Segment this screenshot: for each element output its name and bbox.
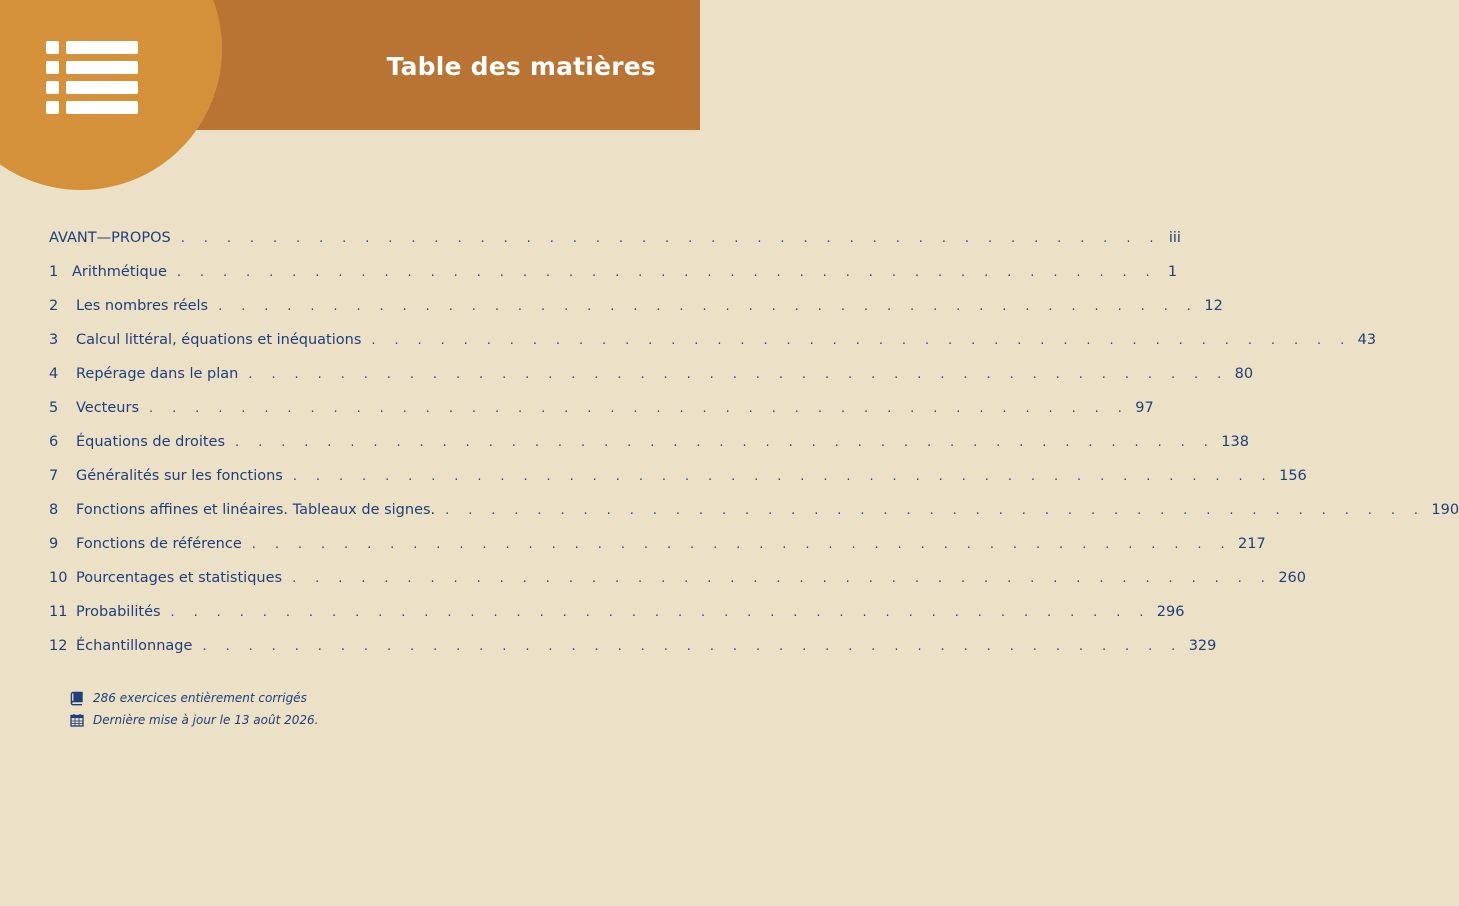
toc-entry-title: Généralités sur les fonctions — [76, 468, 283, 484]
toc-leader-dots: . . . . . . . . . . . . . . . . . . . . . . . . . . . . . . . . . . . . . . . . . . . — [445, 503, 1426, 518]
toc-leader-dots: . . . . . . . . . . . . . . . . . . . . . . . . . . . . . . . . . . . . . . . . . . . — [292, 571, 1273, 586]
toc-entry-title: Arithmétique — [72, 264, 167, 280]
update-note-text: Dernière mise à jour le 13 août 2026. — [93, 713, 319, 727]
toc-entry-page: 80 — [1234, 366, 1254, 382]
toc-entry-avant-propos[interactable] — [49, 230, 1181, 264]
toc-leader-dots: . . . . . . . . . . . . . . . . . . . . . . . . . . . . . . . . . . . . . . . . . . . — [218, 299, 1199, 314]
toc-leader-dots: . . . . . . . . . . . . . . . . . . . . . . . . . . . . . . . . . . . . . . . . . . . — [180, 231, 1161, 246]
toc-entry-2[interactable] — [49, 298, 1223, 332]
toc-entry-number: 11 — [49, 604, 68, 620]
toc-entry-page: 217 — [1238, 536, 1266, 552]
toc-entry-12[interactable] — [49, 638, 1217, 672]
toc-entry-6[interactable] — [49, 434, 1249, 468]
toc-entry-page: 296 — [1156, 604, 1185, 620]
toc-entry-4[interactable] — [49, 366, 1254, 400]
toc-entry-title: Pourcentages et statistiques — [76, 570, 283, 586]
toc-entry-number: 10 — [49, 570, 68, 586]
exercises-note-text: 286 exercices entièrement corrigés — [93, 691, 307, 705]
toc-entry-page: 12 — [1204, 298, 1223, 314]
toc-entry-number: 12 — [49, 638, 68, 654]
toc-entry-11[interactable] — [49, 604, 1185, 638]
toc-entry-number: 5 — [49, 400, 59, 416]
toc-entry-title: Équations de droites — [76, 434, 226, 450]
toc-entry-9[interactable] — [49, 536, 1266, 570]
toc-entry-page: 138 — [1221, 434, 1249, 450]
page-title: Table des matières — [386, 52, 656, 81]
calendar-icon — [70, 713, 84, 727]
toc-entry-title: AVANT—PROPOS — [49, 230, 171, 246]
toc-leader-dots: . . . . . . . . . . . . . . . . . . . . . . . . . . . . . . . . . . . . . . . . . . . — [371, 333, 1352, 348]
toc-entry-number: 4 — [49, 366, 59, 382]
toc-leader-dots: . . . . . . . . . . . . . . . . . . . . . . . . . . . . . . . . . . . . . . . . . . . — [248, 367, 1229, 382]
toc-leader-dots: . . . . . . . . . . . . . . . . . . . . . . . . . . . . . . . . . . . . . . . . . . . — [235, 435, 1216, 450]
toc-entry-title: Probabilités — [76, 604, 161, 620]
table-of-contents — [49, 230, 1459, 672]
toc-entry-number: 9 — [49, 536, 59, 552]
toc-entry-8[interactable] — [49, 502, 1459, 536]
toc-entry-page: 329 — [1188, 638, 1217, 654]
toc-entry-7[interactable] — [49, 468, 1307, 502]
update-note — [70, 709, 318, 731]
toc-entry-title: Échantillonnage — [76, 638, 193, 654]
toc-entry-page: 190 — [1431, 502, 1459, 518]
toc-entry-5[interactable] — [49, 400, 1154, 434]
toc-entry-page: 260 — [1278, 570, 1307, 586]
toc-entry-10[interactable] — [49, 570, 1307, 604]
toc-entry-page: 1 — [1167, 264, 1178, 280]
toc-entry-title: Vecteurs — [76, 400, 139, 416]
footer-notes — [70, 687, 318, 731]
toc-entry-page: 156 — [1279, 468, 1307, 484]
toc-leader-dots: . . . . . . . . . . . . . . . . . . . . . . . . . . . . . . . . . . . . . . . . . . . — [251, 537, 1233, 552]
toc-entry-title: Fonctions de référence — [76, 536, 242, 552]
toc-entry-number: 1 — [49, 264, 59, 280]
toc-entry-number: 6 — [49, 434, 59, 450]
toc-entry-page: 97 — [1135, 400, 1154, 416]
exercises-note — [70, 687, 318, 709]
toc-entry-number: 7 — [49, 468, 59, 484]
list-icon — [46, 41, 138, 115]
toc-leader-dots: . . . . . . . . . . . . . . . . . . . . . . . . . . . . . . . . . . . . . . . . . . . — [202, 639, 1183, 654]
toc-entry-1[interactable] — [49, 264, 1178, 298]
toc-entry-page: iii — [1168, 230, 1181, 246]
toc-leader-dots: . . . . . . . . . . . . . . . . . . . . . . . . . . . . . . . . . . . . . . . . . . . — [292, 469, 1274, 484]
toc-entry-title: Calcul littéral, équations et inéquations — [76, 332, 362, 348]
toc-entry-number: 3 — [49, 332, 59, 348]
toc-entry-number: 2 — [49, 298, 59, 314]
toc-entry-3[interactable] — [49, 332, 1377, 366]
toc-entry-number: 8 — [49, 502, 59, 518]
toc-entry-title: Repérage dans le plan — [76, 366, 239, 382]
toc-entry-title: Fonctions affines et linéaires. Tableaux de signes. — [76, 502, 436, 518]
toc-leader-dots: . . . . . . . . . . . . . . . . . . . . . . . . . . . . . . . . . . . . . . . . . . . — [149, 401, 1130, 416]
toc-entry-page: 43 — [1357, 332, 1377, 348]
toc-entry-title: Les nombres réels — [76, 298, 209, 314]
book-icon — [70, 691, 84, 705]
toc-leader-dots: . . . . . . . . . . . . . . . . . . . . . . . . . . . . . . . . . . . . . . . . . . . — [176, 265, 1158, 280]
toc-leader-dots: . . . . . . . . . . . . . . . . . . . . . . . . . . . . . . . . . . . . . . . . . . . — [170, 605, 1151, 620]
